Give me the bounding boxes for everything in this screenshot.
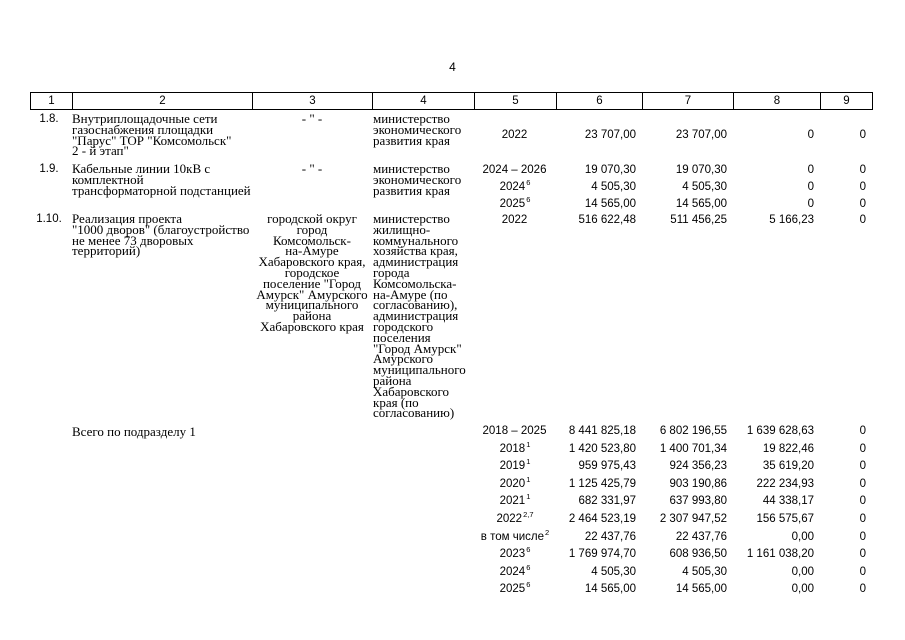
- amount-col7: 22 437,76: [675, 530, 727, 543]
- footnote-marker: 6: [526, 194, 531, 204]
- year-text: 2025: [499, 197, 526, 210]
- amount-col6: 1 125 425,79: [568, 477, 636, 490]
- executor-text: министерство экономического развития края: [373, 111, 462, 148]
- executor-text: министерство жилищно- коммунального хозяйства края, администрация города Комсомольска- на-Амуре (по согласованию), администрация городского поселения "Город Амурск" Амурского муниципального района Хабаровского края (по согласованию): [373, 211, 466, 421]
- amount-col9: 0: [859, 548, 866, 561]
- amount-col7: 608 936,50: [669, 548, 727, 561]
- amount-col8: 35 619,20: [762, 460, 814, 473]
- footnote-marker: 6: [526, 562, 531, 572]
- row-number: 1.9.: [39, 163, 59, 175]
- value-line: [0, 511, 905, 529]
- amount-col8: 1 161 038,20: [746, 548, 814, 561]
- year-text: 2021: [499, 495, 526, 508]
- value-line: [0, 564, 905, 582]
- item-name: Кабельные линии 10кВ с комплектной трансформаторной подстанцией: [72, 161, 251, 198]
- amount-col9: 0: [859, 512, 866, 525]
- year-text: 2019: [499, 460, 526, 473]
- year-cell: [474, 162, 556, 179]
- year-cell: [474, 493, 556, 511]
- header-col-5: 5: [474, 93, 556, 109]
- year-cell: [474, 212, 556, 229]
- amount-col6: 22 437,76: [584, 530, 636, 543]
- footnote-marker: 6: [526, 177, 531, 187]
- amount-col8: 0: [807, 197, 814, 210]
- footnote-marker: 1: [526, 439, 531, 449]
- value-line: [0, 212, 905, 229]
- amount-col9: 0: [859, 477, 866, 490]
- amount-col7: 637 993,80: [669, 495, 727, 508]
- executor-text: министерство экономического развития края: [373, 161, 462, 198]
- item-name: Реализация проекта "1000 дворов" (благоустройство не менее 73 дворовых территорий): [72, 211, 250, 259]
- amount-col8: 0: [807, 129, 814, 141]
- amount-col7: 1 400 701,34: [659, 442, 727, 455]
- footnote-marker: 6: [526, 580, 531, 590]
- value-line: [0, 458, 905, 476]
- amount-col8: 0: [807, 180, 814, 193]
- footnote-marker: 1: [526, 492, 531, 502]
- year-text: 2024: [499, 565, 526, 578]
- amount-col6: 8 441 825,18: [568, 425, 636, 437]
- value-line: [0, 441, 905, 459]
- value-lines: [0, 423, 905, 599]
- amount-col8: 0,00: [791, 530, 814, 543]
- amount-col7: 903 190,86: [669, 477, 727, 490]
- value-lines: [0, 127, 905, 144]
- amount-col8: 0,00: [791, 583, 814, 596]
- amount-col9: 0: [859, 530, 866, 543]
- value-line: [0, 529, 905, 547]
- amount-col9: 0: [859, 495, 866, 508]
- header-col-6: 6: [556, 93, 642, 109]
- year-cell: [474, 581, 556, 599]
- amount-col8: 0,00: [791, 565, 814, 578]
- amount-col7: 2 307 947,52: [659, 512, 727, 525]
- header-col-1: 1: [48, 95, 55, 107]
- year-cell: [474, 458, 556, 476]
- amount-col6: 1 769 974,70: [568, 548, 636, 561]
- year-cell: [474, 529, 556, 547]
- item-name: Внутриплощадочные сети газоснабжения площадки "Парус" ТОР "Комсомольск" 2 - й этап": [72, 111, 232, 159]
- amount-col6: 14 565,00: [584, 197, 636, 210]
- footnote-marker: 2,7: [523, 509, 534, 519]
- amount-col7: 6 802 196,55: [659, 425, 727, 437]
- year-text: 2018 – 2025: [482, 425, 547, 437]
- amount-col6: 2 464 523,19: [568, 512, 636, 525]
- year-text: в том числе: [480, 530, 545, 543]
- amount-col8: 19 822,46: [762, 442, 814, 455]
- footnote-marker: 2: [545, 527, 550, 537]
- amount-col6: 4 505,30: [591, 180, 636, 193]
- value-line: [0, 162, 905, 179]
- amount-col9: 0: [859, 129, 866, 141]
- amount-col9: 0: [859, 197, 866, 210]
- value-line: [0, 196, 905, 213]
- amount-col8: 1 639 628,63: [746, 425, 814, 437]
- amount-col9: 0: [859, 442, 866, 455]
- amount-col7: 14 565,00: [675, 583, 727, 596]
- year-text: 2022: [496, 512, 523, 525]
- value-lines: [0, 162, 905, 213]
- header-col-9: 9: [820, 93, 872, 109]
- header-col-8: 8: [733, 93, 820, 109]
- row-number: 1.8.: [39, 113, 59, 125]
- location-text: - " -: [301, 111, 323, 126]
- value-line: [0, 423, 905, 441]
- header-col-4: 4: [372, 93, 474, 109]
- amount-col8: 0: [807, 163, 814, 176]
- year-cell: [474, 511, 556, 529]
- amount-col7: 19 070,30: [675, 163, 727, 176]
- amount-col9: 0: [859, 460, 866, 473]
- amount-col8: 156 575,67: [756, 512, 814, 525]
- amount-col9: 0: [859, 583, 866, 596]
- amount-col9: 0: [859, 163, 866, 176]
- amount-col7: 924 356,23: [669, 460, 727, 473]
- header-col-3: 3: [252, 93, 372, 109]
- value-line: [0, 581, 905, 599]
- header-col-2: 2: [72, 93, 252, 109]
- amount-col8: 5 166,23: [769, 213, 814, 226]
- amount-col7: 14 565,00: [675, 197, 727, 210]
- row-number: 1.10.: [36, 213, 62, 225]
- amount-col9: 0: [859, 213, 866, 226]
- year-text: 2022: [501, 213, 528, 226]
- amount-col6: 516 622,48: [578, 213, 636, 226]
- footnote-marker: 6: [526, 545, 531, 555]
- amount-col6: 682 331,97: [578, 495, 636, 508]
- header-col-7: 7: [642, 93, 733, 109]
- amount-col7: 511 456,25: [670, 213, 727, 226]
- amount-col6: 23 707,00: [584, 129, 636, 141]
- value-lines: [0, 212, 905, 229]
- year-text: 2024 – 2026: [482, 163, 547, 176]
- year-cell: [474, 546, 556, 564]
- amount-col6: 1 420 523,80: [568, 442, 636, 455]
- amount-col8: 44 338,17: [762, 495, 814, 508]
- value-line: [0, 493, 905, 511]
- amount-col6: 4 505,30: [591, 565, 636, 578]
- page-number: 4: [449, 60, 456, 74]
- year-text: 2025: [499, 583, 526, 596]
- table-header-row: [30, 92, 873, 110]
- footnote-marker: 1: [526, 457, 531, 467]
- amount-col9: 0: [859, 565, 866, 578]
- location-text: - " -: [301, 161, 323, 176]
- year-cell: [474, 564, 556, 582]
- amount-col8: 222 234,93: [756, 477, 814, 490]
- amount-col9: 0: [859, 425, 866, 437]
- amount-col6: 14 565,00: [584, 583, 636, 596]
- year-cell: [474, 441, 556, 459]
- year-cell: [474, 423, 556, 441]
- amount-col7: 23 707,00: [675, 129, 727, 141]
- year-text: 2022: [501, 129, 528, 141]
- value-line: [0, 127, 905, 144]
- year-cell: [474, 127, 556, 144]
- amount-col7: 4 505,30: [682, 180, 727, 193]
- amount-col9: 0: [859, 180, 866, 193]
- year-text: 2023: [499, 548, 526, 561]
- year-text: 2020: [499, 477, 526, 490]
- amount-col7: 4 505,30: [682, 565, 727, 578]
- year-cell: [474, 476, 556, 494]
- value-line: [0, 476, 905, 494]
- value-line: [0, 546, 905, 564]
- location-text: городской округ город Комсомольск- на-Амуре Хабаровского края, городское поселение "Город Амурск" Амурского муниципального района Хабаровского края: [256, 211, 368, 334]
- year-cell: [474, 196, 556, 213]
- year-text: 2024: [499, 180, 526, 193]
- amount-col6: 19 070,30: [584, 163, 636, 176]
- total-label: Всего по подразделу 1: [72, 424, 196, 439]
- footnote-marker: 1: [526, 474, 531, 484]
- year-cell: [474, 179, 556, 196]
- amount-col6: 959 975,43: [578, 460, 636, 473]
- year-text: 2018: [499, 442, 526, 455]
- value-line: [0, 179, 905, 196]
